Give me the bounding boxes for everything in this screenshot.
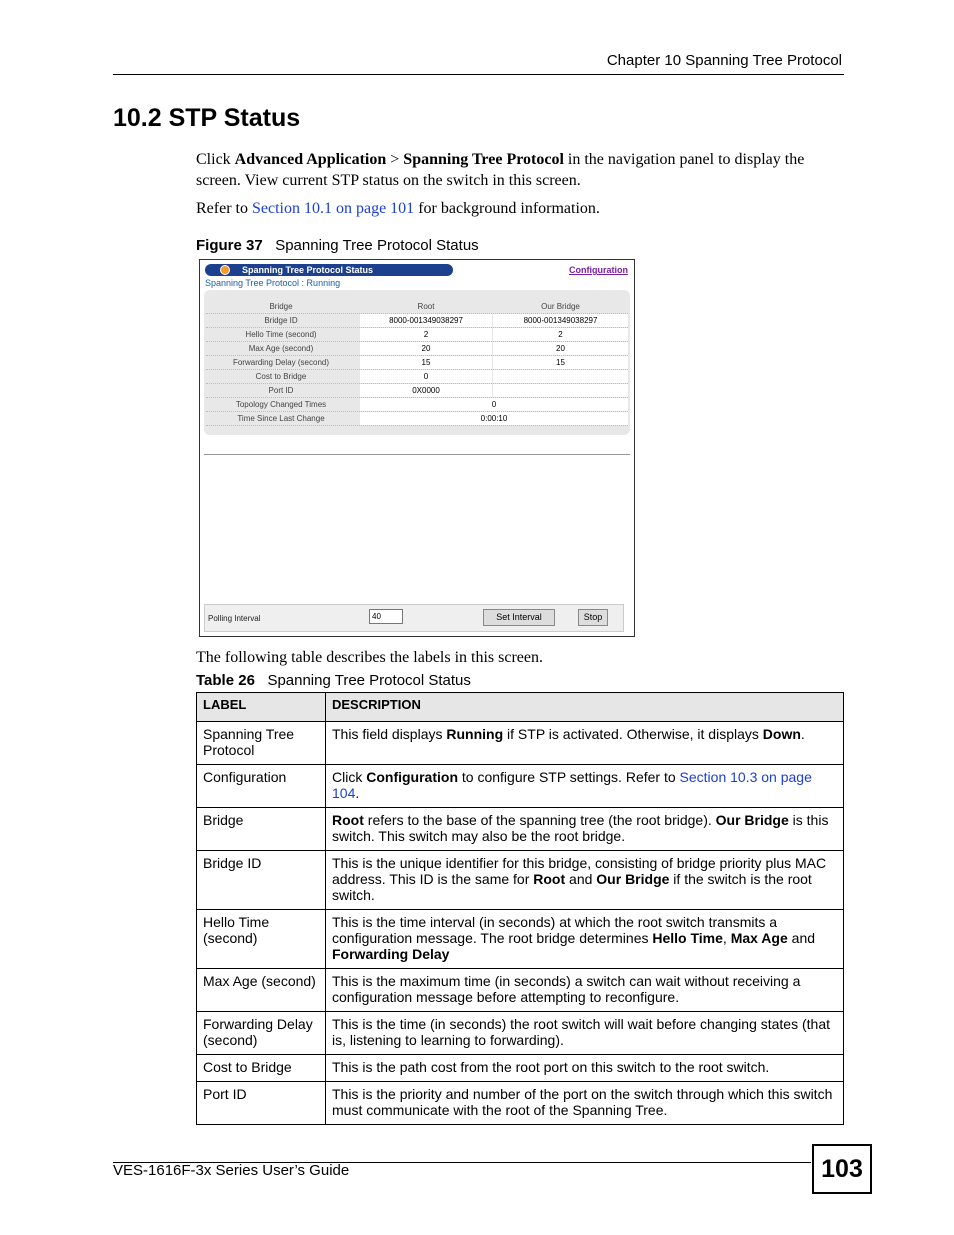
- intro-paragraph-1: Click Advanced Application > Spanning Tree Protocol in the navigation panel to display the screen. View current STP status on the switch in this screen.: [196, 151, 805, 189]
- stp-info-panel: [204, 290, 630, 435]
- intro-paragraph-2: Refer to Section 10.1 on page 101 for background information.: [196, 200, 600, 217]
- stp-row-bridge-id: Bridge ID 8000-001349038297 8000-001349038297: [206, 314, 628, 328]
- screen-title-tab: Spanning Tree Protocol Status: [205, 264, 453, 276]
- table-row: Port ID This is the priority and number of the port on the switch through which this switch must communicate with the root of the Spanning Tree.: [197, 1082, 844, 1125]
- stp-row-hello-time: Hello Time (second) 2 2: [206, 328, 628, 342]
- label-description-table: [196, 692, 844, 1125]
- tab-bullet-icon: [220, 265, 230, 275]
- figure-caption: Figure 37 Spanning Tree Protocol Status: [196, 237, 479, 254]
- table-intro: The following table describes the labels in this screen.: [196, 649, 544, 666]
- footer-guide-title: VES-1616F-3x Series User’s Guide: [113, 1162, 350, 1179]
- polling-interval-input[interactable]: [369, 609, 403, 624]
- stp-status-screenshot: [199, 259, 635, 637]
- stp-row-forwarding-delay: Forwarding Delay (second) 15 15: [206, 356, 628, 370]
- stp-row-cost-to-bridge: Cost to Bridge 0: [206, 370, 628, 384]
- polling-bar: [204, 604, 624, 632]
- table-row: Forwarding Delay (second) This is the time (in seconds) the root switch will wait before changing states (that is, listening to learning to forwarding).: [197, 1012, 844, 1055]
- running-header: Chapter 10 Spanning Tree Protocol: [606, 52, 842, 69]
- label-column-header: LABEL: [197, 693, 326, 722]
- stop-button[interactable]: Stop: [578, 609, 608, 626]
- header-rule: [113, 74, 844, 75]
- description-column-header: DESCRIPTION: [326, 693, 844, 722]
- table-header-row: [197, 693, 844, 722]
- section-title: 10.2 STP Status: [113, 104, 301, 132]
- stp-table-header: Bridge Root Our Bridge: [206, 300, 628, 314]
- stp-running-status: Spanning Tree Protocol : Running: [205, 278, 341, 288]
- polling-interval-label: Polling Interval: [208, 614, 261, 623]
- page-number: 103: [812, 1144, 872, 1194]
- table-row: Max Age (second) This is the maximum time (in seconds) a switch can wait without receiving a configuration message before attempting to reconfigure.: [197, 969, 844, 1012]
- stp-row-port-id: Port ID 0X0000: [206, 384, 628, 398]
- table-row: Bridge ID This is the unique identifier for this bridge, consisting of bridge priority plus MAC address. This ID is the same for Root and Our Bridge if the switch is the root switch.: [197, 851, 844, 910]
- set-interval-button[interactable]: Set Interval: [483, 609, 555, 626]
- configuration-link[interactable]: Configuration: [569, 265, 628, 275]
- stp-row-topology-changed: Topology Changed Times 0: [206, 398, 628, 412]
- stp-row-max-age: Max Age (second) 20 20: [206, 342, 628, 356]
- section-10-3-link[interactable]: Section 10.3 on page 104: [332, 769, 812, 801]
- table-row: Spanning Tree Protocol This field displays Running if STP is activated. Otherwise, it displays Down.: [197, 722, 844, 765]
- table-row: Hello Time (second) This is the time interval (in seconds) at which the root switch transmits a configuration message. The root bridge determines Hello Time, Max Age and Forwarding Delay: [197, 910, 844, 969]
- stp-row-time-since-change: Time Since Last Change 0:00:10: [206, 412, 628, 426]
- table-caption: Table 26 Spanning Tree Protocol Status: [196, 672, 471, 689]
- screen-divider: [204, 454, 630, 455]
- table-row: Bridge Root refers to the base of the spanning tree (the root bridge). Our Bridge is this switch. This switch may also be the root bridge.: [197, 808, 844, 851]
- section-10-1-link[interactable]: Section 10.1 on page 101: [251, 200, 415, 217]
- table-row: Cost to Bridge This is the path cost from the root port on this switch to the root switch.: [197, 1055, 844, 1082]
- table-row: Configuration Click Configuration to configure STP settings. Refer to Section 10.3 on page 104.: [197, 765, 844, 808]
